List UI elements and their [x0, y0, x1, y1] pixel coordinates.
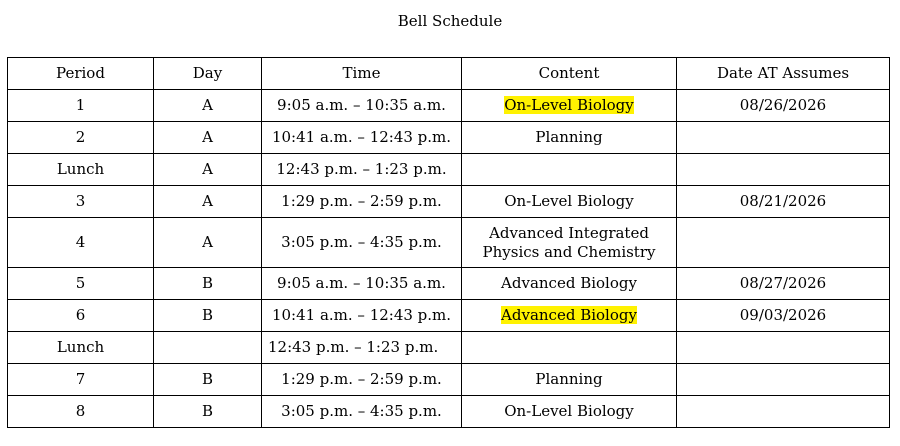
day-cell: A — [154, 218, 262, 268]
day-cell: B — [154, 268, 262, 300]
table-row — [8, 268, 890, 300]
header-content: Content — [462, 58, 677, 90]
content-cell — [462, 90, 677, 122]
header-time: Time — [262, 58, 462, 90]
date-cell — [677, 218, 890, 268]
content-cell: On-Level Biology — [462, 396, 677, 428]
time-cell: 9:05 a.m. – 10:35 a.m. — [262, 90, 462, 122]
content-cell: Planning — [462, 364, 677, 396]
table-row — [8, 186, 890, 218]
date-cell — [677, 154, 890, 186]
content-cell: Planning — [462, 122, 677, 154]
day-cell: A — [154, 154, 262, 186]
highlighted-content: On-Level Biology — [504, 96, 634, 114]
date-cell — [677, 396, 890, 428]
period-cell: 5 — [8, 268, 154, 300]
time-cell: 10:41 a.m. – 12:43 p.m. — [262, 122, 462, 154]
period-cell: 8 — [8, 396, 154, 428]
header-day: Day — [154, 58, 262, 90]
time-cell: 12:43 p.m. – 1:23 p.m. — [262, 332, 462, 364]
day-cell: A — [154, 122, 262, 154]
day-cell: A — [154, 186, 262, 218]
table-row — [8, 396, 890, 428]
period-cell: 7 — [8, 364, 154, 396]
date-cell: 08/21/2026 — [677, 186, 890, 218]
date-cell — [677, 332, 890, 364]
content-cell — [462, 218, 677, 268]
table-row — [8, 364, 890, 396]
content-cell: Advanced Biology — [462, 268, 677, 300]
table-row — [8, 90, 890, 122]
table-row — [8, 300, 890, 332]
content-line: Physics and Chemistry — [482, 242, 656, 261]
header-period: Period — [8, 58, 154, 90]
highlighted-content: Advanced Biology — [501, 306, 637, 324]
day-cell: A — [154, 90, 262, 122]
date-cell — [677, 364, 890, 396]
day-cell: B — [154, 300, 262, 332]
period-cell: 3 — [8, 186, 154, 218]
content-cell: On-Level Biology — [462, 186, 677, 218]
content-cell — [462, 300, 677, 332]
content-cell — [462, 332, 677, 364]
table-row — [8, 218, 890, 268]
header-row — [8, 58, 890, 90]
table-row — [8, 154, 890, 186]
date-cell: 08/26/2026 — [677, 90, 890, 122]
period-cell: Lunch — [8, 332, 154, 364]
bell-schedule-table — [7, 57, 890, 428]
time-cell: 12:43 p.m. – 1:23 p.m. — [262, 154, 462, 186]
content-line: Advanced Integrated — [489, 223, 649, 242]
time-cell: 10:41 a.m. – 12:43 p.m. — [262, 300, 462, 332]
time-cell: 3:05 p.m. – 4:35 p.m. — [262, 218, 462, 268]
day-cell: B — [154, 396, 262, 428]
content-cell — [462, 154, 677, 186]
period-cell: 6 — [8, 300, 154, 332]
period-cell: 4 — [8, 218, 154, 268]
date-cell: 08/27/2026 — [677, 268, 890, 300]
table-row — [8, 122, 890, 154]
day-cell — [154, 332, 262, 364]
header-date-at-assumes: Date AT Assumes — [677, 58, 890, 90]
period-cell: 1 — [8, 90, 154, 122]
day-cell: B — [154, 364, 262, 396]
table-row — [8, 332, 890, 364]
period-cell: Lunch — [8, 154, 154, 186]
date-cell: 09/03/2026 — [677, 300, 890, 332]
time-cell: 9:05 a.m. – 10:35 a.m. — [262, 268, 462, 300]
period-cell: 2 — [8, 122, 154, 154]
time-cell: 3:05 p.m. – 4:35 p.m. — [262, 396, 462, 428]
time-cell: 1:29 p.m. – 2:59 p.m. — [262, 364, 462, 396]
date-cell — [677, 122, 890, 154]
time-cell: 1:29 p.m. – 2:59 p.m. — [262, 186, 462, 218]
page-title: Bell Schedule — [397, 12, 503, 30]
